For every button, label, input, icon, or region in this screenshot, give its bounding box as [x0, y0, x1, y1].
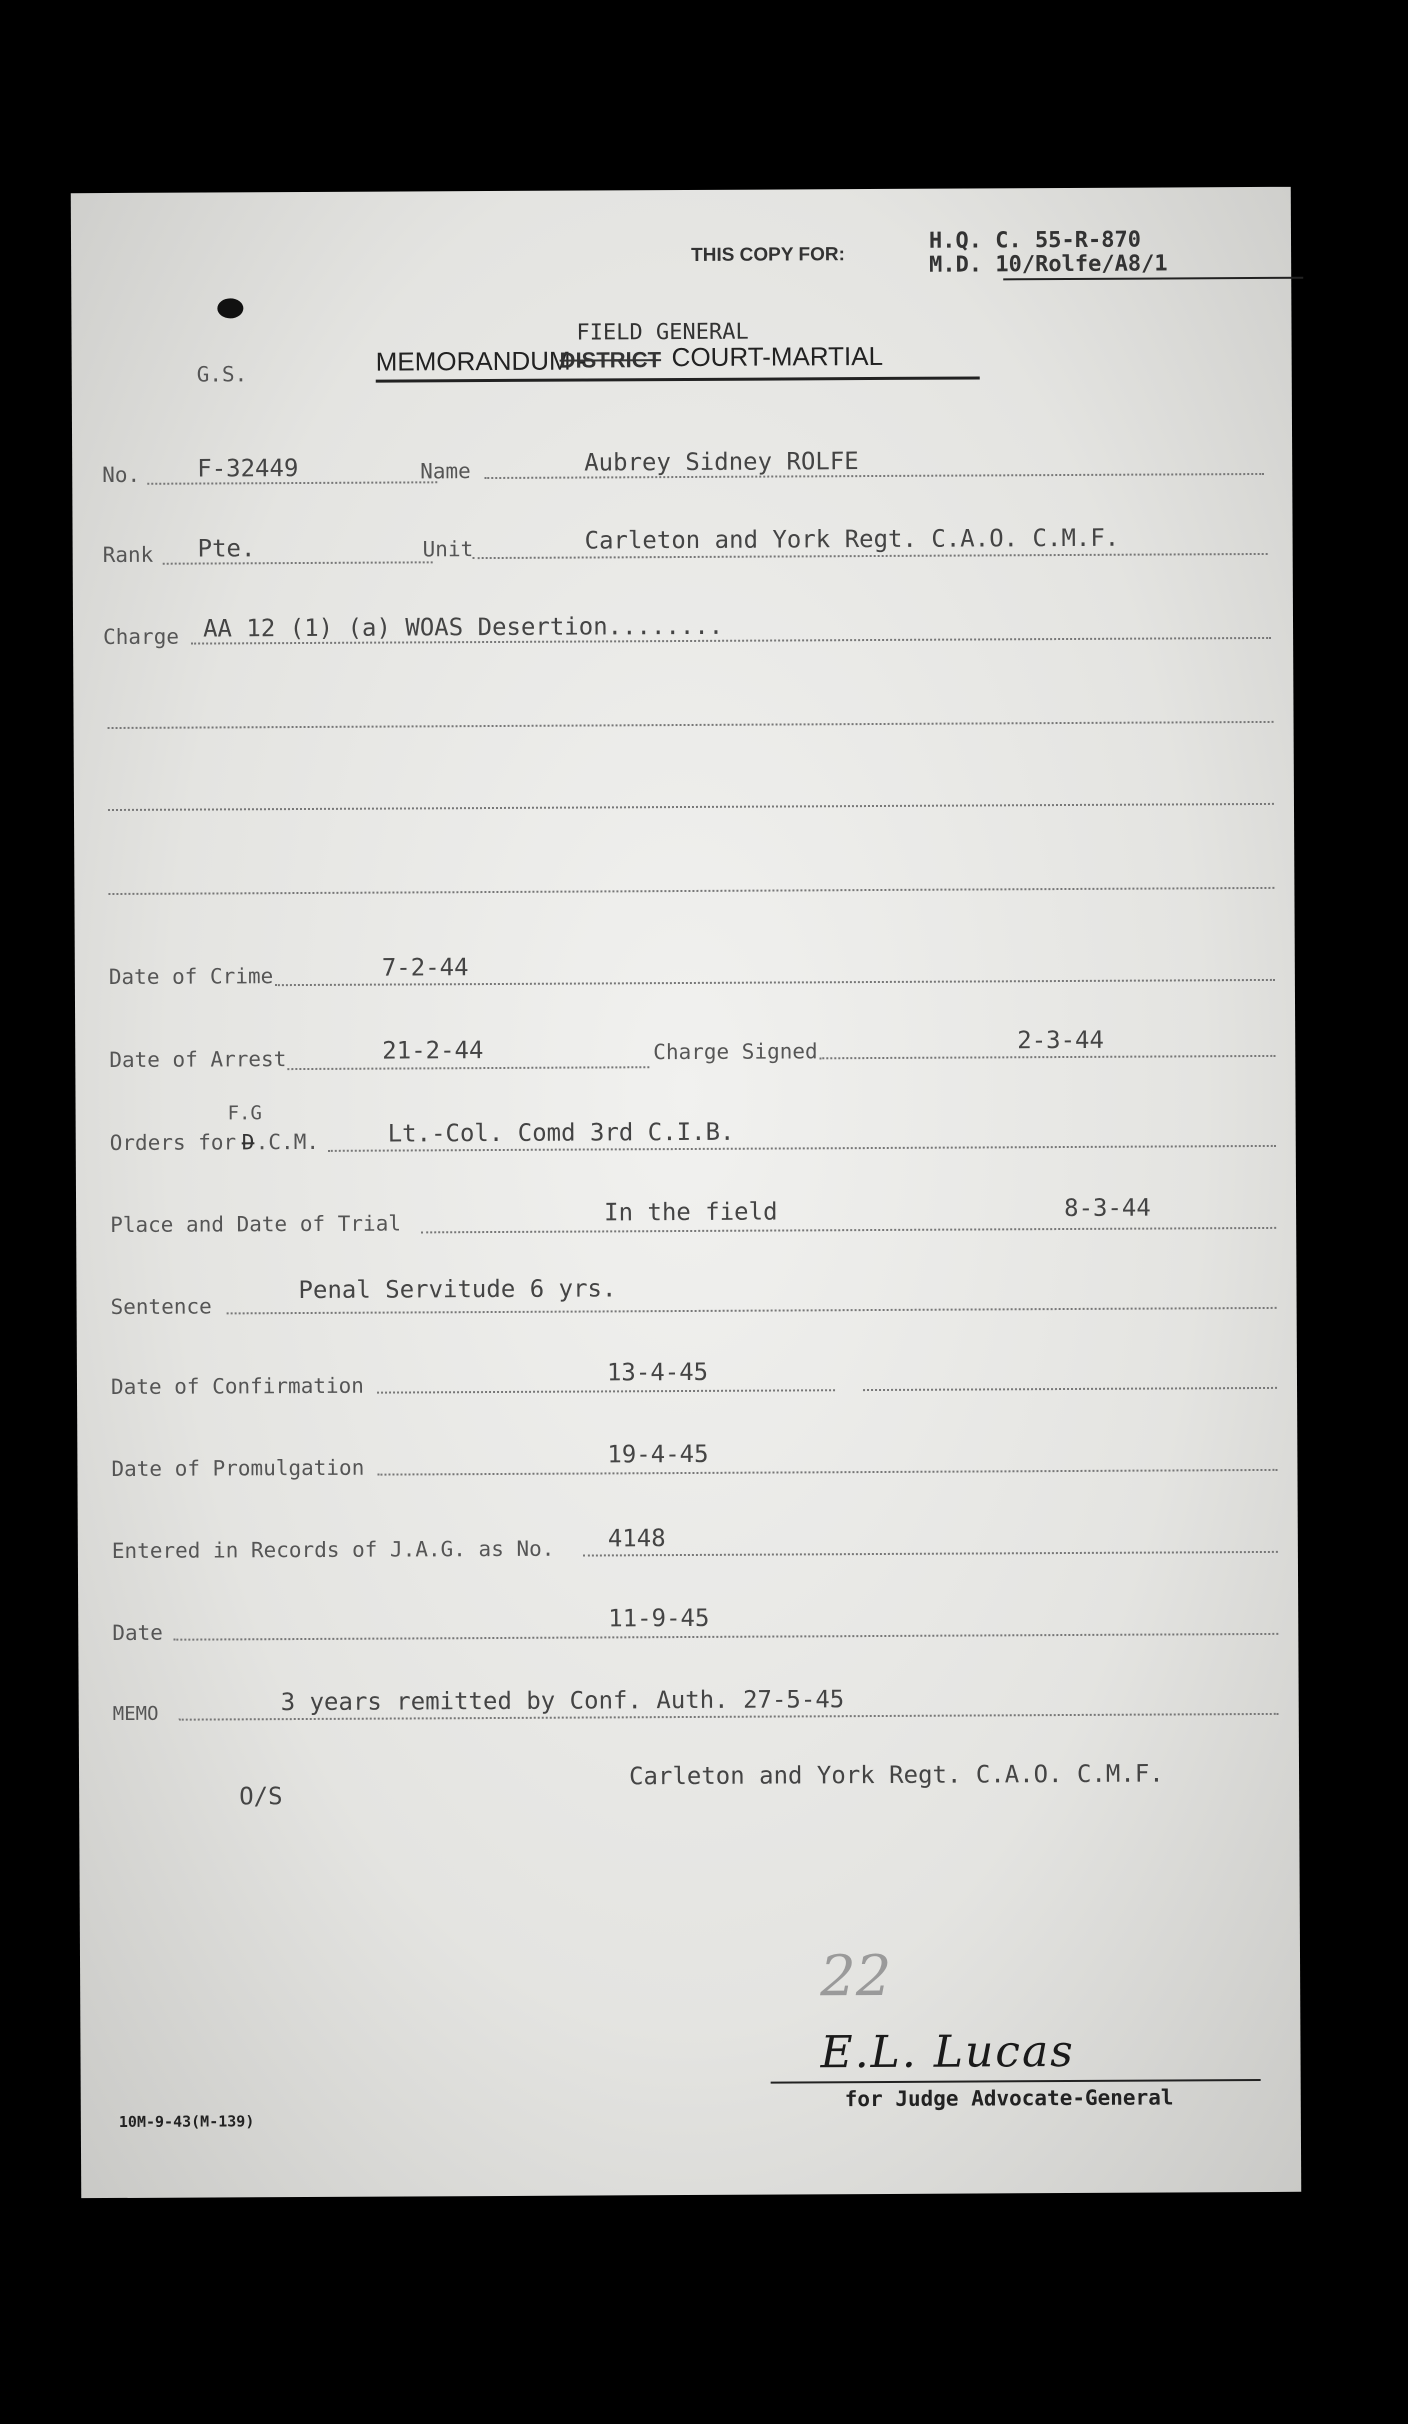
entered-label: Entered in Records of J.A.G. as No. [111, 1536, 555, 1564]
arrest-dotted-line [287, 1066, 649, 1070]
document-page [71, 187, 1301, 2198]
charge-dotted-line-2 [108, 721, 1274, 729]
crime-date-value: 7-2-44 [381, 953, 469, 982]
confirmation-dotted-line [377, 1389, 835, 1393]
signature-caption: for Judge Advocate-General [844, 2085, 1174, 2112]
memo-title-suffix: COURT-MARTIAL [671, 340, 884, 373]
handwritten-number: 22 [819, 1943, 892, 2010]
rank-label: Rank [102, 542, 154, 568]
sentence-value: Penal Servitude 6 yrs. [298, 1274, 617, 1305]
promulgation-label: Date of Promulgation [111, 1455, 365, 1482]
title-underline [376, 376, 980, 382]
memo-title-prefix: MEMORANDUM - [375, 345, 587, 377]
confirmation-dotted-line-2 [863, 1387, 1277, 1391]
orders-value: Lt.-Col. Comd 3rd C.I.B. [387, 1117, 735, 1148]
reference-underline [1003, 277, 1303, 281]
charge-signed-label: Charge Signed [653, 1039, 818, 1065]
memo-value: 3 years remitted by Conf. Auth. 27-5-45 [280, 1685, 845, 1717]
unit-label: Unit [422, 537, 474, 562]
date-label: Date [112, 1620, 163, 1646]
inserted-field-general: FIELD GENERAL [576, 319, 749, 346]
entered-value: 4148 [607, 1524, 666, 1553]
reference-line-2: M.D. 10/Rolfe/A8/1 [929, 251, 1168, 278]
charge-signed-value: 2-3-44 [1017, 1025, 1104, 1055]
date-value: 11-9-45 [608, 1603, 710, 1633]
rank-dotted-line [163, 561, 433, 564]
charge-value: AA 12 (1) (a) WOAS Desertion........ [202, 611, 724, 643]
promulgation-dotted-line [377, 1469, 1277, 1476]
ink-blot [217, 298, 243, 318]
confirmation-label: Date of Confirmation [110, 1373, 364, 1400]
name-value: Aubrey Sidney ROLFE [584, 447, 859, 477]
trial-date: 8-3-44 [1064, 1193, 1151, 1223]
no-value: F-32449 [197, 454, 299, 483]
form-code: 10M-9-43(M-139) [118, 2112, 255, 2131]
entered-dotted-line [583, 1551, 1278, 1557]
rank-value: Pte. [197, 534, 256, 563]
orders-insert-fg: F.G [227, 1102, 262, 1125]
signature: E.L. Lucas [820, 2025, 1075, 2079]
arrest-date-value: 21-2-44 [382, 1036, 484, 1065]
signature-line [771, 2079, 1261, 2084]
orders-label-pre: Orders for [109, 1130, 237, 1156]
charge-dotted-line-3 [108, 803, 1274, 811]
confirmation-value: 13-4-45 [606, 1357, 709, 1387]
reference-line-1: H.Q. C. 55-R-870 [928, 227, 1142, 254]
struck-district: DISTRICT [559, 347, 662, 373]
copy-for-label: THIS COPY FOR: [691, 244, 845, 266]
arrest-date-label: Date of Arrest [109, 1047, 287, 1073]
trial-label: Place and Date of Trial [110, 1211, 402, 1238]
crime-date-label: Date of Crime [108, 964, 274, 990]
name-label: Name [420, 459, 471, 484]
unit-repeat: Carleton and York Regt. C.A.O. C.M.F. [628, 1759, 1164, 1791]
trial-place: In the field [604, 1197, 778, 1227]
unit-value: Carleton and York Regt. C.A.O. C.M.F. [584, 523, 1120, 555]
no-label: No. [102, 462, 141, 488]
trial-dotted-line [421, 1227, 1276, 1233]
os-mark: O/S [239, 1782, 283, 1811]
sentence-dotted-line [227, 1307, 1277, 1314]
charge-label: Charge [103, 624, 180, 650]
sentence-label: Sentence [110, 1294, 212, 1320]
charge-dotted-line-4 [108, 887, 1274, 895]
date-dotted-line [173, 1633, 1278, 1641]
promulgation-value: 19-4-45 [607, 1439, 709, 1469]
orders-struck-d: D [241, 1130, 255, 1155]
no-dotted-line [147, 481, 437, 485]
gs-label: G.S. [196, 362, 248, 387]
orders-label-post: .C.M. [255, 1129, 320, 1155]
memo-label: MEMO [112, 1702, 159, 1726]
charge-signed-dotted-line [819, 1055, 1275, 1059]
